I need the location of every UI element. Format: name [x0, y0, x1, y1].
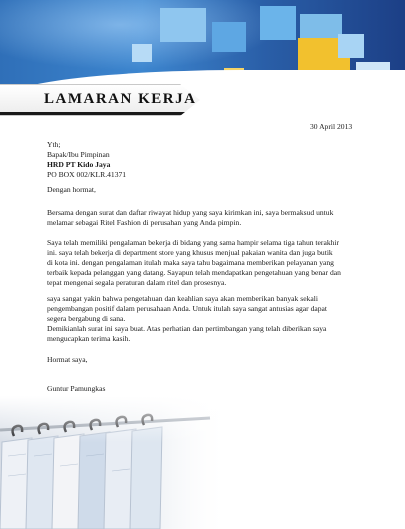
decor-square — [160, 8, 206, 42]
decor-square — [212, 22, 246, 52]
paragraph-line: ini. saya telah bekerja di department store yang khusus menjual pakaian wanita dan juga butik — [47, 248, 333, 257]
greeting: Dengan hormat, — [47, 185, 96, 194]
paragraph-line: pengembangan positif dalam perusahaan Anda. Untuk itulah saya sangat antusias agar dapat — [47, 304, 328, 313]
address-line: PO BOX 002/KLR.41371 — [47, 170, 127, 179]
paragraph-line: Demikianlah surat ini saya buat. Atas perhatian dan pertimbangan yang telah diberikan saya — [47, 324, 327, 333]
paragraph-line: mengucapkan terima kasih. — [47, 334, 131, 343]
address-line: Bapak/Ibu Pimpinan — [47, 150, 110, 159]
paragraph-line: melamar sebagai Ritel Fashion di perusahan yang Anda pimpin. — [47, 218, 242, 227]
paragraph-line: Bersama dengan surat dan daftar riwayat hidup yang saya kirimkan ini, saya bermaksud untuk — [47, 208, 334, 217]
address-company: HRD PT Kido Jaya — [47, 160, 111, 169]
paragraph-1 — [47, 208, 377, 228]
decor-square — [132, 44, 152, 62]
decor-square — [260, 6, 296, 40]
signature: Guntur Pamungkas — [47, 384, 106, 393]
paragraph-line: segera bergabung di sana. — [47, 314, 126, 323]
paragraph-line: di kota ini. dengan pengalaman itulah maka saya tahu bagaimana memberikan pelayanan yang — [47, 258, 334, 267]
paragraph-line: terbaik kepada pelanggan yang datang. Sayapun telah mendapatkan pengetahuan yang benar dan — [47, 268, 341, 277]
clothes-photo — [0, 396, 230, 529]
paragraph-line: saya sangat yakin bahwa pengetahuan dan keahlian saya akan memberikan banyak sekali — [47, 294, 318, 303]
decor-square — [338, 34, 364, 58]
paragraph-2 — [47, 238, 377, 288]
paragraph-line: Saya telah memiliki pengalaman bekerja di bidang yang sama hampir selama tiga tahun terakhir — [47, 238, 340, 247]
paragraph-line: tepat mengenai segala peraturan dalam ritel dan prosesnya. — [47, 278, 227, 287]
letter-date: 30 April 2013 — [310, 122, 353, 131]
page-title: LAMARAN KERJA — [44, 91, 197, 107]
address-line: Yth; — [47, 140, 61, 149]
closing: Hormat saya, — [47, 355, 88, 364]
paragraph-3 — [47, 294, 377, 344]
recipient-address — [47, 140, 126, 180]
